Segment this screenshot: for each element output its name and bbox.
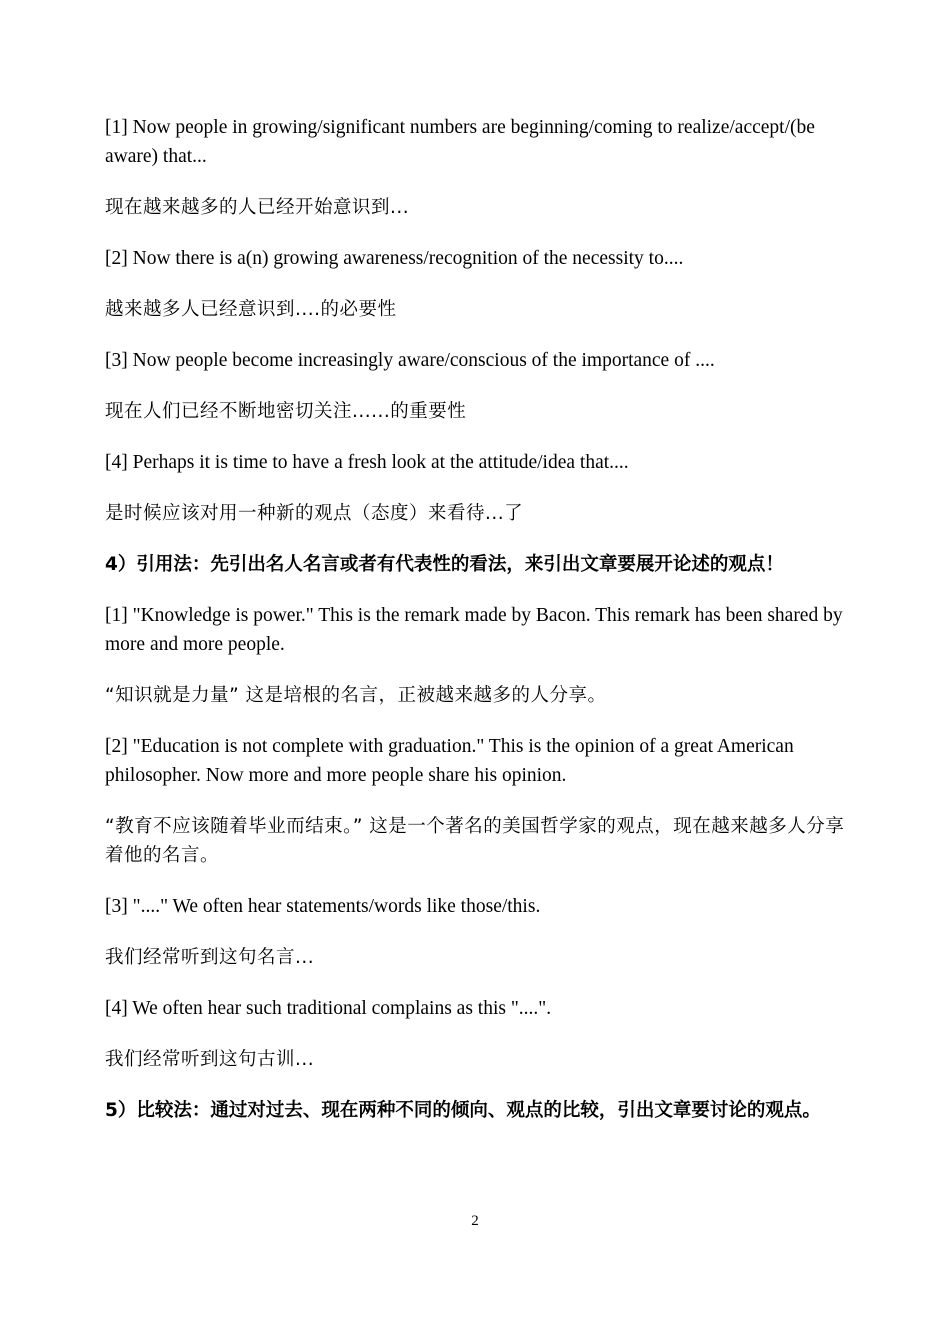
chinese-translation: “知识就是力量” 这是培根的名言，正被越来越多的人分享。 xyxy=(105,685,607,706)
section-heading-comparison-method: 5）比较法：通过对过去、现在两种不同的倾向、观点的比较，引出文章要讨论的观点。 xyxy=(105,1100,821,1121)
english-phrase: [2] Now there is a(n) growing awareness/recognition of the necessity to.... xyxy=(105,248,684,269)
english-phrase: [1] "Knowledge is power." This is the remark made by Bacon. This remark has been shared by more and more people. xyxy=(105,605,843,655)
chinese-translation: 现在越来越多的人已经开始意识到... xyxy=(105,197,410,218)
english-phrase: [4] Perhaps it is time to have a fresh look at the attitude/idea that.... xyxy=(105,452,629,473)
chinese-translation: “教育不应该随着毕业而结束。” 这是一个著名的美国哲学家的观点，现在越来越多人分享着他的名言。 xyxy=(105,816,845,866)
english-phrase: [3] Now people become increasingly aware/conscious of the importance of .... xyxy=(105,350,715,371)
chinese-translation: 是时候应该对用一种新的观点（态度）来看待...了 xyxy=(105,503,524,524)
section-heading-quotation-method: 4）引用法：先引出名人名言或者有代表性的看法，来引出文章要展开论述的观点！ xyxy=(105,554,784,575)
chinese-translation: 我们经常听到这句古训... xyxy=(105,1049,315,1070)
english-phrase: [3] "...." We often hear statements/words like those/this. xyxy=(105,896,541,917)
document-body xyxy=(105,113,850,1147)
english-phrase: [4] We often hear such traditional complains as this "....". xyxy=(105,998,552,1019)
english-phrase: [2] "Education is not complete with graduation." This is the opinion of a great American philosopher. Now more and more people share his opinion. xyxy=(105,736,794,786)
page-number: 2 xyxy=(471,1213,479,1229)
chinese-translation: 越来越多人已经意识到....的必要性 xyxy=(105,299,397,320)
chinese-translation: 我们经常听到这句名言... xyxy=(105,947,315,968)
english-phrase: [1] Now people in growing/significant numbers are beginning/coming to realize/accept/(be aware) that... xyxy=(105,117,815,167)
chinese-translation: 现在人们已经不断地密切关注......的重要性 xyxy=(105,401,467,422)
